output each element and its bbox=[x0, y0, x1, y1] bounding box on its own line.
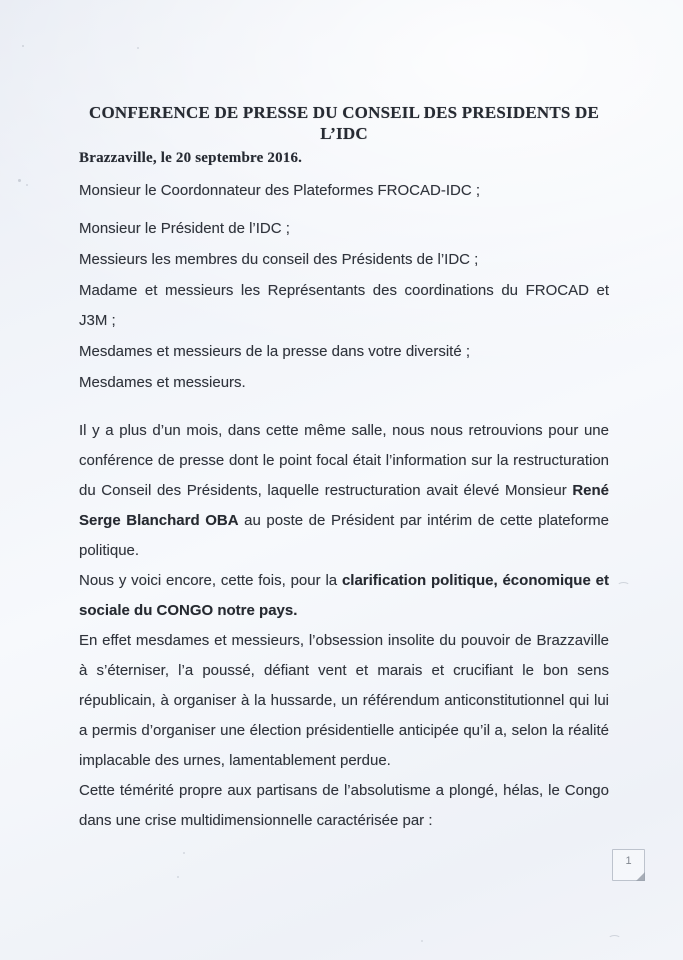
title-line-2: L’IDC bbox=[320, 124, 368, 143]
salutation-membres-conseil: Messieurs les membres du conseil des Présidents de l’IDC ; bbox=[79, 251, 479, 268]
paragraph-2-text: Nous y voici encore, cette fois, pour la bbox=[79, 572, 342, 589]
scan-speckle bbox=[183, 852, 185, 854]
person-name-bold: René Serge Blanchard OBA bbox=[79, 482, 609, 529]
scan-squiggle-mark bbox=[617, 582, 630, 590]
scan-speckle bbox=[137, 47, 139, 49]
scan-speckle bbox=[22, 45, 24, 47]
scan-speckle bbox=[26, 184, 28, 186]
page-curl-shadow bbox=[636, 872, 645, 881]
page-number: 1 bbox=[625, 855, 632, 867]
page-number-frame bbox=[612, 849, 645, 881]
scan-speckle bbox=[421, 940, 423, 942]
salutation-representants: Madame et messieurs les Représentants des coordinations du FROCAD et J3M ; bbox=[79, 282, 609, 329]
scan-speckle bbox=[177, 876, 179, 878]
salutation-president-idc: Monsieur le Président de l’IDC ; bbox=[79, 220, 290, 237]
salutation-presse: Mesdames et messieurs de la presse dans votre diversité ; bbox=[79, 343, 471, 360]
document-body bbox=[79, 416, 609, 836]
clarification-bold: clarification politique, économique et sociale du CONGO notre pays. bbox=[79, 572, 609, 619]
title-line-1: CONFERENCE DE PRESSE DU CONSEIL DES PRESIDENTS DE bbox=[88, 103, 599, 122]
scan-squiggle-mark bbox=[608, 935, 621, 943]
dateline: Brazzaville, le 20 septembre 2016. bbox=[79, 150, 303, 166]
paragraph-restructuration bbox=[79, 416, 609, 566]
paragraph-clarification bbox=[79, 566, 609, 626]
paragraph-1-text: Il y a plus d’un mois, dans cette même salle, nous nous retrouvions pour une conférence de presse dont le point focal était l’information sur la restructuration du Conseil des Présidents, laquelle restructuration avait élevé Monsieur bbox=[79, 422, 609, 499]
paragraph-crise: Cette témérité propre aux partisans de l’absolutisme a plongé, hélas, le Congo dans une crise multidimensionnelle caractérisée par : bbox=[79, 782, 609, 829]
salutation-coordonnateur: Monsieur le Coordonnateur des Plateformes FROCAD-IDC ; bbox=[79, 182, 480, 199]
scan-speckle bbox=[18, 179, 21, 182]
paragraph-referendum: En effet mesdames et messieurs, l’obsession insolite du pouvoir de Brazzaville à s’éterniser, l’a poussé, défiant vent et marais et crucifiant le bon sens républicain, à organiser à la hussarde, un référendum anticonstitutionnel qui lui a permis d’organiser une élection présidentielle anticipée qu’il a, selon la réalité implacable des urnes, lamentablement perdue. bbox=[79, 632, 609, 769]
salutation-mesdames-messieurs: Mesdames et messieurs. bbox=[79, 374, 246, 391]
document-title bbox=[79, 102, 609, 144]
paragraph-1-text-end: au poste de Président par intérim de cette plateforme politique. bbox=[79, 512, 609, 559]
salutation-list bbox=[79, 176, 609, 398]
document-content bbox=[79, 102, 609, 836]
